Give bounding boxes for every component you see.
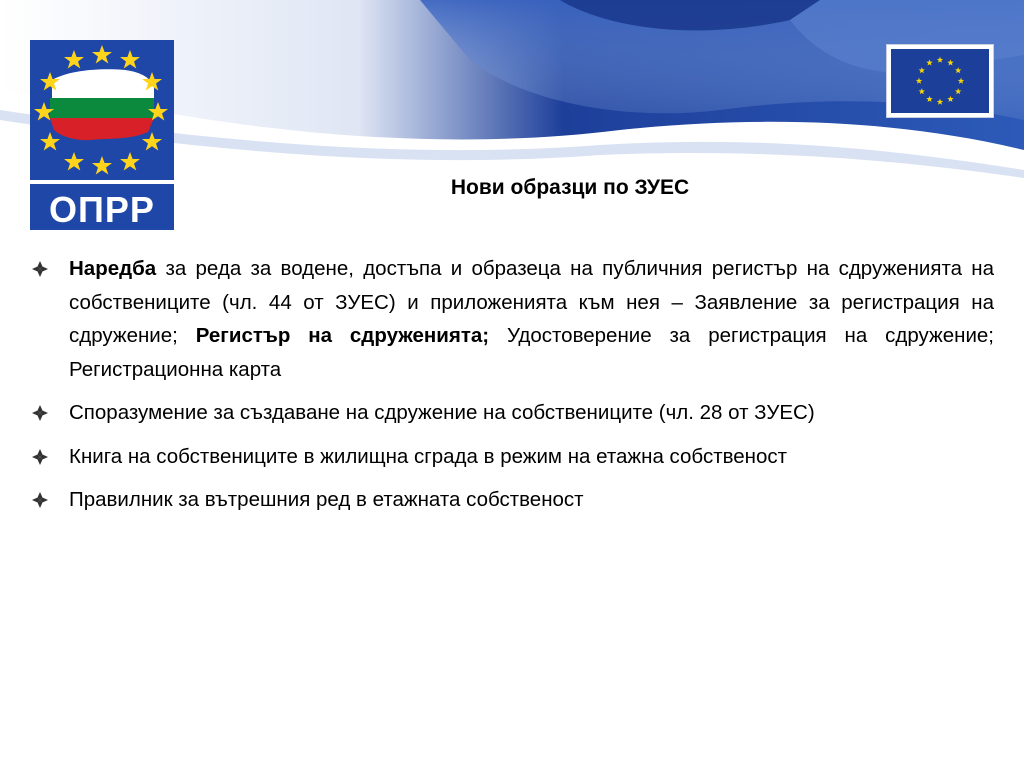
diamond-bullet-icon xyxy=(32,405,48,421)
eu-flag xyxy=(886,44,994,118)
bullet-text: Удостоверение за регистрация на сдружение; Регистрационна карта xyxy=(69,324,994,381)
bullet-item xyxy=(32,440,994,474)
bullet-text: Споразумение за създаване на сдружение на собствениците (чл. 28 от ЗУЕС) xyxy=(69,401,815,424)
bullet-item xyxy=(32,396,994,430)
bullet-item xyxy=(32,252,994,386)
diamond-bullet-icon xyxy=(32,449,48,465)
diamond-bullet-icon xyxy=(32,261,48,277)
bullet-text-bold: Регистър на сдруженията; xyxy=(195,324,490,347)
bullet-text: Книга на собствениците в жилищна сграда в режим на етажна собственост xyxy=(69,444,788,468)
bullet-text: за реда за водене, достъпа и образеца на публичния регистър на сдруженията на собствениците (чл. 44 от ЗУЕС) и приложенията към нея – Заявление за регистрация на сдружение; xyxy=(69,257,994,347)
page-title: Нови образци по ЗУЕС xyxy=(450,176,690,199)
logo-text: ОПРР xyxy=(49,189,155,230)
diamond-bullet-icon xyxy=(32,492,48,508)
bullet-item xyxy=(32,483,994,517)
opprr-logo xyxy=(30,40,174,230)
bullet-list xyxy=(32,252,994,527)
bullet-text-bold: Наредба xyxy=(69,257,157,280)
bulgaria-map xyxy=(50,69,154,140)
bullet-text: Правилник за вътрешния ред в етажната собственост xyxy=(69,488,584,511)
